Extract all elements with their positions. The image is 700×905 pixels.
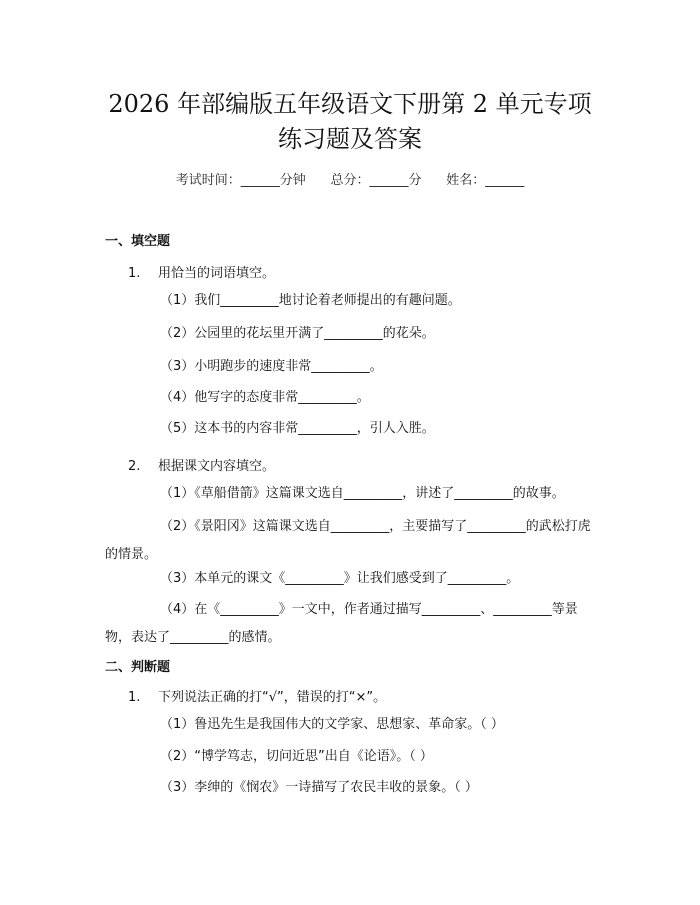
list-item: （4）在《_________》一文中，作者通过描写_________、_________等景物，表达了_________的感情。 <box>105 602 578 645</box>
document-title-line-2: 练习题及答案 <box>278 125 422 153</box>
list-item: （5）这本书的内容非常_________，引人入胜。 <box>160 421 435 436</box>
question-text: 下列说法正确的打“√”，错误的打“×”。 <box>158 690 387 705</box>
question-text: 用恰当的词语填空。 <box>158 266 276 281</box>
section-heading-fill-in: 一、填空题 <box>105 234 171 249</box>
list-item: （1）鲁迅先生是我国伟大的文学家、思想家、革命家。（ ） <box>160 717 504 732</box>
list-item: （4）他写字的态度非常_________。 <box>160 390 370 405</box>
section-heading-true-false: 二、判断题 <box>105 660 171 675</box>
document-title-line-1: 2026 年部编版五年级语文下册第 2 单元专项 <box>108 90 592 118</box>
question-number: 1. <box>128 266 141 281</box>
question-number: 1. <box>128 690 141 705</box>
list-item: （3）小明跑步的速度非常_________。 <box>160 359 383 374</box>
question-2-1 <box>128 686 386 705</box>
list-item: （2）《景阳冈》这篇课文选自_________，主要描写了_________的武松打虎的情景。 <box>105 519 591 562</box>
list-item: （2）“博学笃志，切问近思”出自《论语》。（ ） <box>160 749 433 764</box>
exam-info-line: 考试时间：______分钟 总分：______分 姓名：______ <box>175 173 525 188</box>
question-number: 2. <box>128 459 141 474</box>
question-text: 根据课文内容填空。 <box>158 459 276 474</box>
question-1-2 <box>128 455 275 474</box>
list-item: （3）本单元的课文《_________》让我们感受到了_________。 <box>160 571 520 586</box>
question-1-1 <box>128 262 275 281</box>
list-item: （3）李绅的《悯农》一诗描写了农民丰收的景象。（ ） <box>160 780 478 795</box>
list-item: （1）《草船借箭》这篇课文选自_________，讲述了_________的故事。 <box>160 486 565 501</box>
list-item: （1）我们_________地讨论着老师提出的有趣问题。 <box>160 293 461 308</box>
list-item: （2）公园里的花坛里开满了_________的花朵。 <box>160 326 435 341</box>
